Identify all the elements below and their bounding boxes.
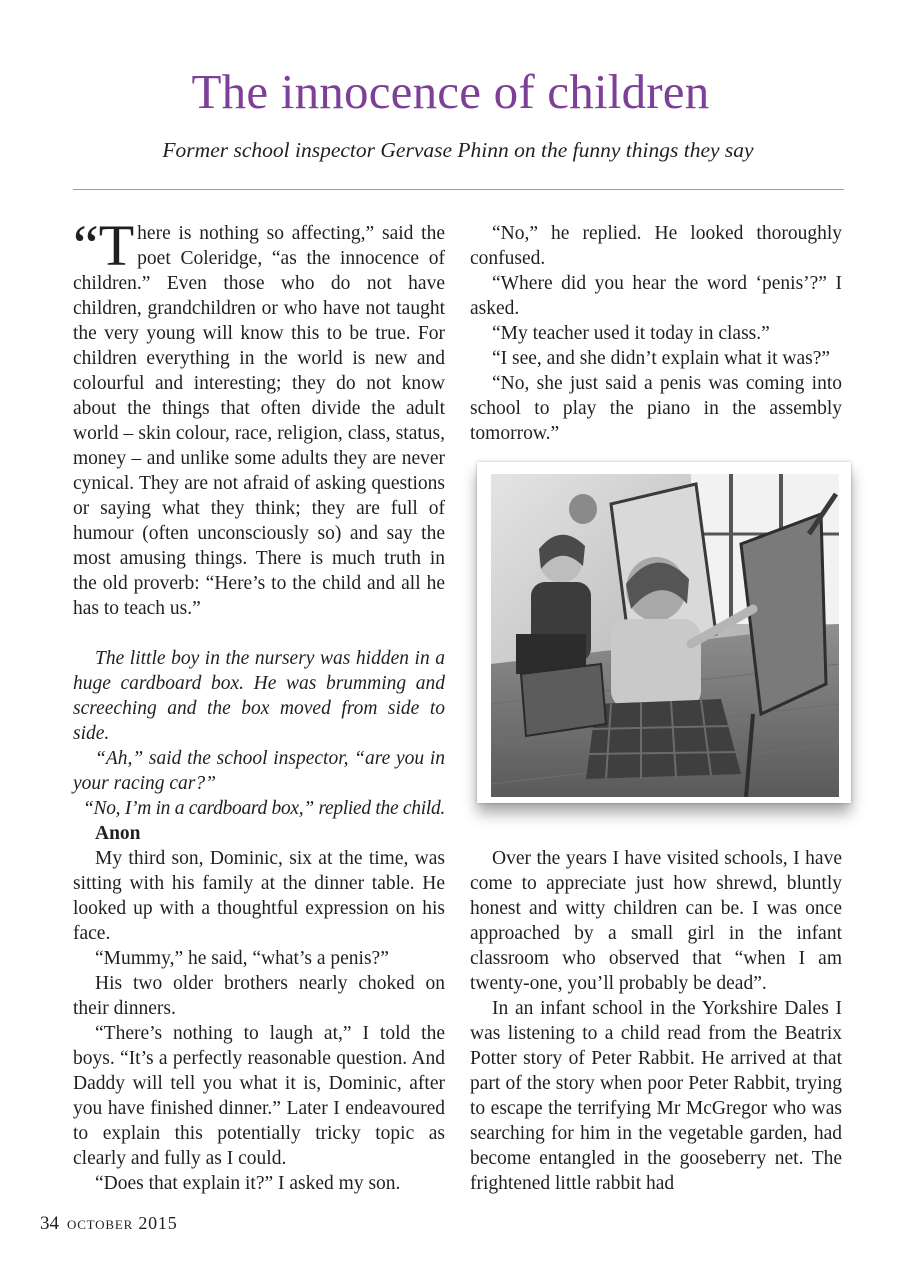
left-column — [73, 213, 445, 846]
body-paragraph: “My teacher used it today in class.” — [492, 323, 770, 344]
title-divider — [73, 189, 844, 190]
quote-source: Anon — [95, 823, 141, 844]
right-column — [470, 221, 842, 446]
body-paragraph: “Mummy,” he said, “what’s a penis?” — [95, 948, 389, 969]
article-title: The innocence of children — [191, 64, 710, 119]
intro-paragraph — [73, 213, 445, 621]
intro-text: here is nothing so affecting,” said the poet Coleridge, “as the innocence of children.” Even those who do not have children, grandchildren or who have not taught the very young will know this to be true. For children everything in the world is new and colourful and interesting; they do not know about the things that often divide the adult world – skin colour, race, religion, class, status, money – and unlike some adults they are never cynical. They are not afraid of asking questions or saying what they think; they are full of humour (often unconsciously so) and say the most amusing things. There is much truth in the old proverb: “Here’s to the child and all he has to teach us.” — [73, 223, 445, 619]
article-subtitle: Former school inspector Gervase Phinn on the funny things they say — [162, 138, 754, 162]
pull-quote — [73, 646, 445, 846]
drop-cap: “T — [73, 213, 135, 278]
body-paragraph: “No,” he replied. He looked thoroughly confused. — [470, 223, 842, 269]
body-paragraph: In an infant school in the Yorkshire Dales I was listening to a child read from the Beatrix Potter story of Peter Rabbit. He arrived at that part of the story when poor Peter Rabbit, trying to escape the terrifying Mr McGregor who was searching for him in the vegetable garden, had become entangled in the gooseberry net. The frightened little rabbit had — [470, 998, 842, 1194]
children-painting-photo — [491, 474, 839, 797]
issue-date: october 2015 — [67, 1213, 178, 1233]
body-paragraph: “Does that explain it?” I asked my son. — [95, 1173, 401, 1194]
photo-frame — [477, 462, 851, 803]
photo-illustration — [491, 474, 839, 797]
body-paragraph: “No, she just said a penis was coming into school to play the piano in the assembly tomorrow.” — [470, 373, 842, 444]
page-footer — [40, 1211, 178, 1236]
body-paragraph: “There’s nothing to laugh at,” I told the boys. “It’s a perfectly reasonable question. And Daddy will tell you what it is, Dominic, after you have finished dinner.” Later I endeavoured to explain this potentially tricky topic as clearly and fully as I could. — [73, 1023, 445, 1169]
body-paragraph: Over the years I have visited schools, I have come to appreciate just how shrewd, bluntly honest and witty children can be. I was once approached by a small girl in the infant classroom who observed that “when I am twenty-one, you’ll probably be dead”. — [470, 848, 842, 994]
quote-line: “No, I’m in a cardboard box,” replied the child. — [82, 798, 445, 819]
body-paragraph: My third son, Dominic, six at the time, was sitting with his family at the dinner table. He looked up with a thoughtful expression on his face. — [73, 848, 445, 944]
body-paragraph: “Where did you hear the word ‘penis’?” I asked. — [470, 273, 842, 319]
left-column-lower — [73, 846, 445, 1196]
page-number: 34 — [40, 1213, 59, 1234]
body-paragraph: “I see, and she didn’t explain what it was?” — [492, 348, 831, 369]
body-paragraph: His two older brothers nearly choked on their dinners. — [73, 973, 445, 1019]
quote-line: “Ah,” said the school inspector, “are you in your racing car?” — [73, 748, 445, 794]
right-column-lower — [470, 846, 842, 1196]
quote-line: The little boy in the nursery was hidden in a huge cardboard box. He was brumming and screeching and the box moved from side to side. — [73, 648, 445, 744]
